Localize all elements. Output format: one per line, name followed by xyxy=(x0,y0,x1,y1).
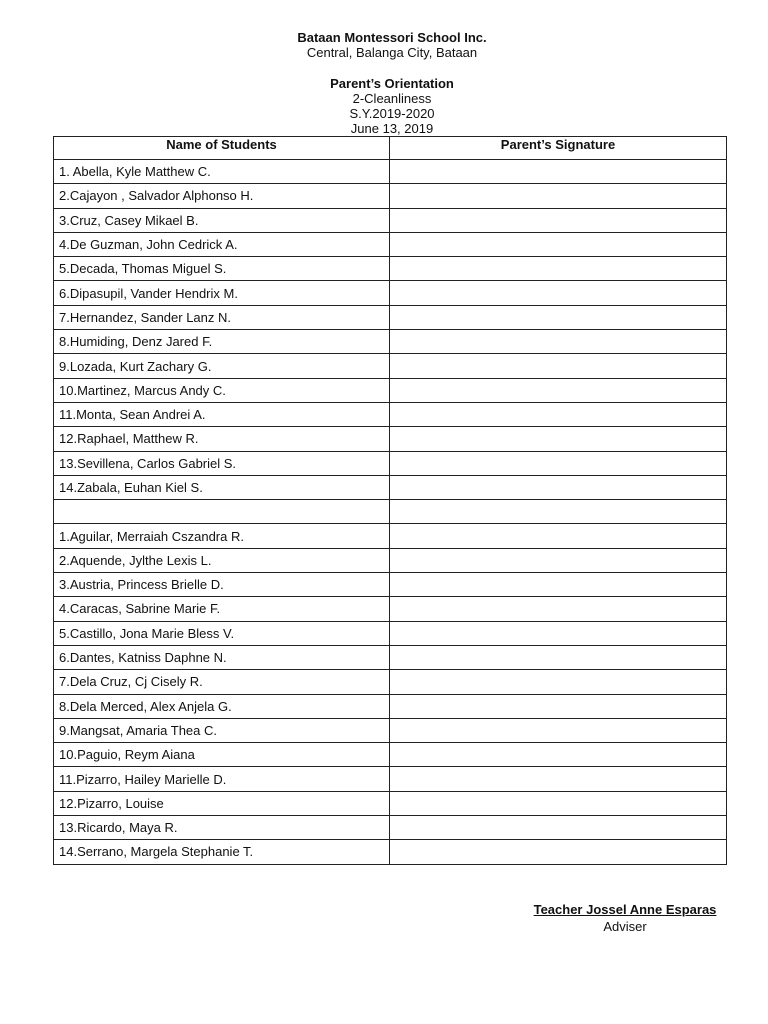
signature-cell[interactable] xyxy=(390,573,727,597)
table-row xyxy=(54,427,727,451)
student-name-cell: 8.Humiding, Denz Jared F. xyxy=(54,330,390,354)
student-name-cell: 13.Ricardo, Maya R. xyxy=(54,816,390,840)
student-name-cell: 10.Martinez, Marcus Andy C. xyxy=(54,378,390,402)
table-row xyxy=(54,791,727,815)
signature-cell[interactable] xyxy=(390,305,727,329)
signature-cell[interactable] xyxy=(390,718,727,742)
table-row xyxy=(54,475,727,499)
table-row xyxy=(54,257,727,281)
signature-cell[interactable] xyxy=(390,816,727,840)
column-header-name: Name of Students xyxy=(54,137,390,160)
table-row xyxy=(54,208,727,232)
signature-cell[interactable] xyxy=(390,791,727,815)
table-header-row xyxy=(54,137,727,160)
signature-cell[interactable] xyxy=(390,475,727,499)
student-name-cell: 5.Castillo, Jona Marie Bless V. xyxy=(54,621,390,645)
student-name-cell: 5.Decada, Thomas Miguel S. xyxy=(54,257,390,281)
student-name-cell: 9.Lozada, Kurt Zachary G. xyxy=(54,354,390,378)
document-title: Parent’s Orientation xyxy=(330,76,454,91)
student-name-cell: 2.Cajayon , Salvador Alphonso H. xyxy=(54,184,390,208)
student-name-cell xyxy=(54,500,390,524)
school-address: Central, Balanga City, Bataan xyxy=(306,45,478,60)
signature-cell[interactable] xyxy=(390,378,727,402)
school-year: S.Y.2019-2020 xyxy=(349,106,435,121)
column-header-signature: Parent’s Signature xyxy=(390,137,727,160)
table-row xyxy=(54,184,727,208)
table-row xyxy=(54,232,727,256)
student-name-cell: 14.Serrano, Margela Stephanie T. xyxy=(54,840,390,864)
attendance-table xyxy=(53,136,727,865)
student-name-cell: 10.Paguio, Reym Aiana xyxy=(54,743,390,767)
table-row xyxy=(54,281,727,305)
table-row xyxy=(54,645,727,669)
student-name-cell: 14.Zabala, Euhan Kiel S. xyxy=(54,475,390,499)
signature-cell[interactable] xyxy=(390,621,727,645)
student-name-cell: 1. Abella, Kyle Matthew C. xyxy=(54,160,390,184)
student-name-cell: 2.Aquende, Jylthe Lexis L. xyxy=(54,548,390,572)
table-row xyxy=(54,573,727,597)
table-row xyxy=(54,548,727,572)
signature-cell[interactable] xyxy=(390,694,727,718)
table-row xyxy=(54,621,727,645)
table-row xyxy=(54,378,727,402)
table-row xyxy=(54,767,727,791)
signature-cell[interactable] xyxy=(390,840,727,864)
signature-cell[interactable] xyxy=(390,645,727,669)
table-row xyxy=(54,694,727,718)
table-row xyxy=(54,743,727,767)
table-row xyxy=(54,305,727,329)
adviser-role: Adviser xyxy=(603,919,647,934)
student-name-cell: 1.Aguilar, Merraiah Cszandra R. xyxy=(54,524,390,548)
adviser-name: Teacher Jossel Anne Esparas xyxy=(533,902,717,917)
student-name-cell: 6.Dipasupil, Vander Hendrix M. xyxy=(54,281,390,305)
student-name-cell: 11.Pizarro, Hailey Marielle D. xyxy=(54,767,390,791)
signature-cell[interactable] xyxy=(390,330,727,354)
table-row xyxy=(54,451,727,475)
table-row xyxy=(54,402,727,426)
signature-cell[interactable] xyxy=(390,427,727,451)
student-name-cell: 7.Hernandez, Sander Lanz N. xyxy=(54,305,390,329)
student-name-cell: 12.Pizarro, Louise xyxy=(54,791,390,815)
student-name-cell: 8.Dela Merced, Alex Anjela G. xyxy=(54,694,390,718)
signature-cell[interactable] xyxy=(390,670,727,694)
signature-cell[interactable] xyxy=(390,354,727,378)
student-name-cell: 3.Cruz, Casey Mikael B. xyxy=(54,208,390,232)
student-name-cell: 11.Monta, Sean Andrei A. xyxy=(54,402,390,426)
signature-cell[interactable] xyxy=(390,257,727,281)
signature-cell[interactable] xyxy=(390,767,727,791)
table-row xyxy=(54,160,727,184)
school-name: Bataan Montessori School Inc. xyxy=(297,30,487,45)
orientation-date: June 13, 2019 xyxy=(350,121,434,136)
table-row xyxy=(54,354,727,378)
signature-cell[interactable] xyxy=(390,548,727,572)
signature-cell[interactable] xyxy=(390,232,727,256)
table-row xyxy=(54,840,727,864)
student-name-cell: 7.Dela Cruz, Cj Cisely R. xyxy=(54,670,390,694)
table-row xyxy=(54,524,727,548)
table-row xyxy=(54,670,727,694)
table-row xyxy=(54,330,727,354)
table-row xyxy=(54,816,727,840)
student-name-cell: 12.Raphael, Matthew R. xyxy=(54,427,390,451)
student-name-cell: 6.Dantes, Katniss Daphne N. xyxy=(54,645,390,669)
signature-cell[interactable] xyxy=(390,160,727,184)
orientation-topic: 2-Cleanliness xyxy=(352,91,432,106)
student-name-cell: 3.Austria, Princess Brielle D. xyxy=(54,573,390,597)
student-name-cell: 9.Mangsat, Amaria Thea C. xyxy=(54,718,390,742)
student-name-cell: 4.Caracas, Sabrine Marie F. xyxy=(54,597,390,621)
table-row xyxy=(54,597,727,621)
signature-cell[interactable] xyxy=(390,451,727,475)
signature-cell[interactable] xyxy=(390,524,727,548)
signature-cell[interactable] xyxy=(390,184,727,208)
student-name-cell: 13.Sevillena, Carlos Gabriel S. xyxy=(54,451,390,475)
signature-cell[interactable] xyxy=(390,281,727,305)
signature-cell[interactable] xyxy=(390,743,727,767)
student-name-cell: 4.De Guzman, John Cedrick A. xyxy=(54,232,390,256)
table-row xyxy=(54,500,727,524)
signature-cell[interactable] xyxy=(390,597,727,621)
signature-cell[interactable] xyxy=(390,500,727,524)
signature-cell[interactable] xyxy=(390,402,727,426)
table-row xyxy=(54,718,727,742)
table-body xyxy=(54,160,727,865)
signature-cell[interactable] xyxy=(390,208,727,232)
